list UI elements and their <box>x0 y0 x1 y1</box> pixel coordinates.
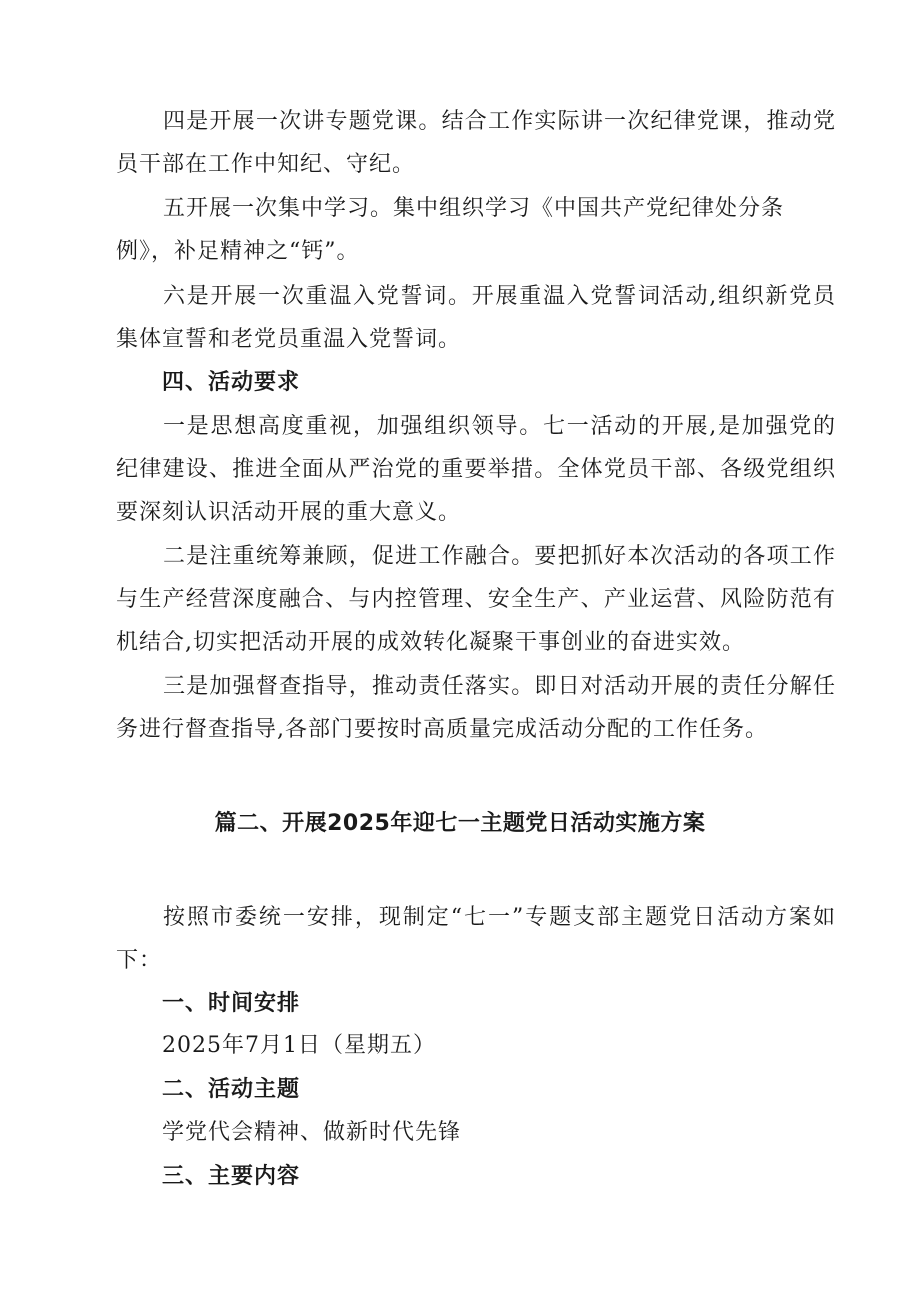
section-title: 篇二、开展2025年迎七一主题党日活动实施方案 <box>214 811 706 836</box>
paragraph-intro: 按照市委统一安排，现制定“七一”专题支部主题党日活动方案如下： <box>116 905 836 973</box>
heading-time-arrangement: 一、时间安排 <box>162 991 301 1016</box>
paragraph-requirement-3: 三是加强督查指导，推动责任落实。即日对活动开展的责任分解任务进行督查指导,各部门要按时高质量完成活动分配的工作任务。 <box>116 674 836 742</box>
paragraph-item5-line2: 例》，补足精神之“钙”。 <box>116 239 360 264</box>
heading-main-content: 三、主要内容 <box>162 1164 301 1189</box>
heading-activity-theme: 二、活动主题 <box>162 1077 301 1102</box>
paragraph-requirement-2: 二是注重统筹兼顾，促进工作融合。要把抓好本次活动的各项工作与生产经营深度融合、与内控管理、安全生产、产业运营、风险防范有机结合,切实把活动开展的成效转化凝聚干事创业的奋进实效。 <box>116 544 836 655</box>
heading-activity-requirements: 四、活动要求 <box>162 370 301 395</box>
paragraph-item6: 六是开展一次重温入党誓词。开展重温入党誓词活动,组织新党员集体宣誓和老党员重温入党誓词。 <box>116 284 836 352</box>
paragraph-item4: 四是开展一次讲专题党课。结合工作实际讲一次纪律党课，推动党员干部在工作中知纪、守纪。 <box>116 109 836 177</box>
time-value: 2025年7月1日（星期五） <box>162 1033 436 1058</box>
paragraph-requirement-1: 一是思想高度重视，加强组织领导。七一活动的开展,是加强党的纪律建设、推进全面从严治党的重要举措。全体党员干部、各级党组织要深刻认识活动开展的重大意义。 <box>116 414 836 525</box>
paragraph-item5-line1: 五开展一次集中学习。集中组织学习《中国共产党纪律处分条 <box>163 196 785 221</box>
theme-value: 学党代会精神、做新时代先锋 <box>162 1120 462 1145</box>
